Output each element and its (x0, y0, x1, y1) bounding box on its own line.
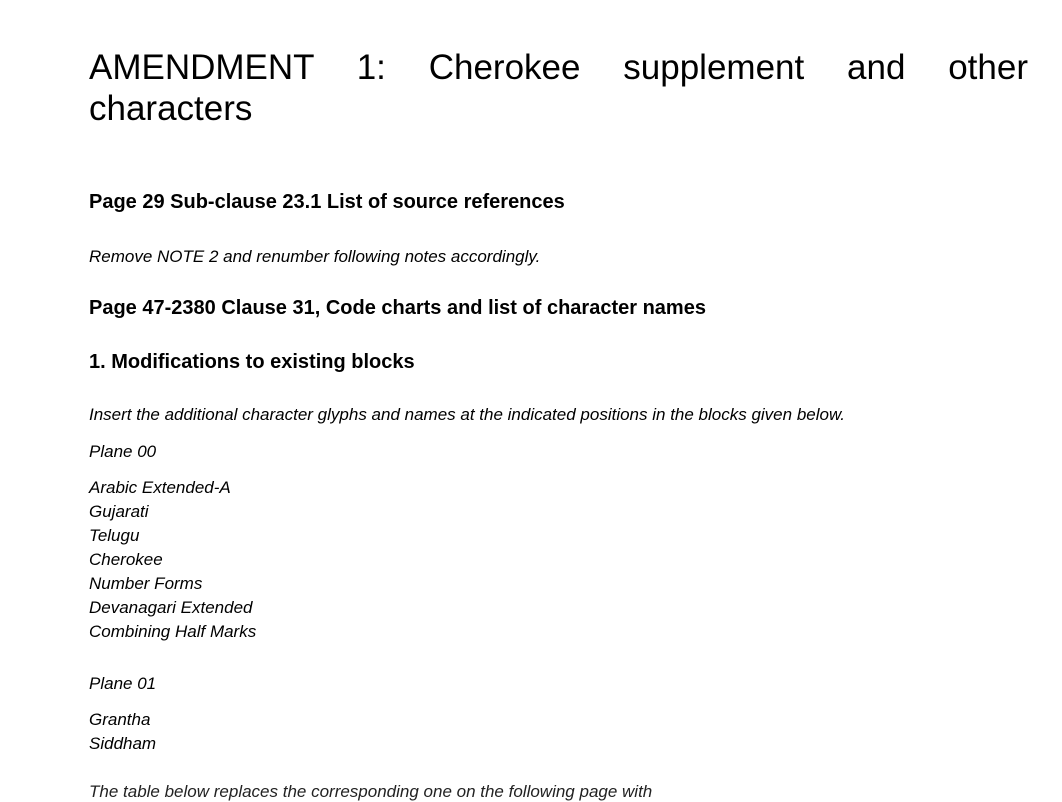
subsection-heading-modifications: 1. Modifications to existing blocks (89, 351, 415, 373)
plane-01-label: Plane 01 (89, 674, 157, 693)
instruction-remove-note: Remove NOTE 2 and renumber following notes accordingly. (89, 247, 541, 266)
block-list-item: Gujarati (89, 502, 149, 521)
plane-00-label: Plane 00 (89, 442, 157, 461)
amendment-title-line-2: characters (89, 89, 253, 128)
amendment-title-line-1: AMENDMENT 1: Cherokee supplement and other (89, 48, 1028, 87)
block-list-item: Siddham (89, 734, 157, 753)
section-heading-source-references: Page 29 Sub-clause 23.1 List of source references (89, 191, 565, 213)
block-list-item: Grantha (89, 710, 151, 729)
instruction-insert-glyphs: Insert the additional character glyphs and names at the indicated positions in the blocks given below. (89, 405, 846, 424)
document-page (89, 0, 1028, 801)
block-list-item: Number Forms (89, 574, 203, 593)
block-list-item: Telugu (89, 526, 140, 545)
amendment-title (89, 47, 1028, 129)
truncated-paragraph (89, 778, 789, 801)
plane-00-block-list (89, 476, 256, 644)
plane-01-block-list (89, 708, 156, 756)
block-list-item: Arabic Extended-A (89, 478, 231, 497)
block-list-item: Cherokee (89, 550, 163, 569)
block-list-item: Combining Half Marks (89, 622, 257, 641)
section-heading-code-charts: Page 47-2380 Clause 31, Code charts and list of character names (89, 297, 706, 319)
block-list-item: Devanagari Extended (89, 598, 253, 617)
truncated-paragraph-text: The table below replaces the corresponding one on the following page with (89, 782, 653, 801)
